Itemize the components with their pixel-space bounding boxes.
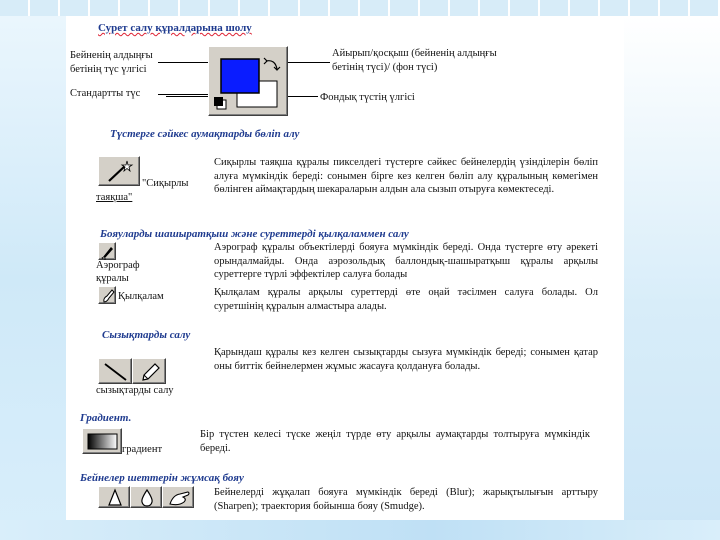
smudge-tool-button[interactable] <box>162 486 194 508</box>
section-heading-soft-edges: Бейнелер шеттерін жұмсақ бояу <box>80 472 244 484</box>
document-page <box>66 16 624 520</box>
section-heading-lines: Сызықтарды салу <box>102 329 191 341</box>
sharpen-tool-button[interactable] <box>130 486 162 508</box>
section-heading-gradient: Градиент. <box>80 412 132 424</box>
line-tool-button[interactable] <box>98 358 132 384</box>
fg-swatch-label-1: Бейненің алдыңғы <box>70 50 153 61</box>
magic-wand-description: Сиқырлы таяқша құралы пикселдегі түстерге сәйкес бейнелердің үзінділерін бөліп алуға мүмкіндік береді: сонымен бірге кез келген бөліп алу құралының көмегімен бөлінген аймақтардың шекараларын алдын ала сызып отыруға көмектеседі. <box>214 157 598 195</box>
swap-colors-label-1: Айырып/қосқыш (бейненің алдыңғы <box>332 48 497 59</box>
page-title: Сурет салу құралдарына шолу <box>98 22 252 34</box>
brush-tool-button[interactable] <box>98 286 116 304</box>
color-picker-widget[interactable] <box>208 46 288 116</box>
airbrush-label-1: Аэрограф <box>96 260 140 271</box>
magic-wand-label-1: "Сиқырлы <box>142 178 189 189</box>
pointer-line-default <box>158 94 212 95</box>
default-colors-icon[interactable] <box>214 97 226 109</box>
decor-background-bottom <box>0 520 720 540</box>
pointer-line-swap <box>284 62 330 63</box>
magic-wand-icon <box>99 157 141 187</box>
airbrush-description: Аэрограф құралы объектілерді бояуға мүмкіндік береді. Онда түстерге өту әрекеті орындалмайды. Онда аэрозольдық баллондық-шашыратқыш құралы арқылы суреттерге түрлі эффектілер салуға болады <box>214 242 598 280</box>
line-icon <box>99 359 133 385</box>
gradient-icon <box>83 429 123 455</box>
brush-description: Қылқалам құралы арқылы суреттерді өте оңай тәсілмен салуға болады. Ол суретшінің құралын алмастыра алады. <box>214 287 598 312</box>
lines-tool-label: сызықтарды салу <box>96 385 174 396</box>
airbrush-icon <box>99 243 117 261</box>
pencil-description: Қарындаш құралы кез келген сызықтарды сызуға мүмкіндік береді; сонымен қатар оны биттік бейнелермен жұмыс жасауға қолдануға болады. <box>214 347 598 372</box>
magic-wand-tool-button[interactable] <box>98 156 140 186</box>
blur-tool-button[interactable] <box>98 486 130 508</box>
gradient-tool-label: градиент <box>122 444 163 455</box>
brush-icon <box>99 287 117 305</box>
gradient-description: Бір түстен келесі түске жеңіл түрде өту арқылы аумақтарды толтыруға мүмкіндік береді. <box>200 429 590 454</box>
decor-stripe-top <box>0 0 720 16</box>
airbrush-tool-button[interactable] <box>98 242 116 260</box>
section-heading-magic-wand: Түстерге сәйкес аумақтарды бөліп алу <box>110 128 300 140</box>
default-colors-label: Стандартты түс <box>70 88 141 99</box>
bg-swatch-label: Фондық түстің үлгісі <box>320 92 415 103</box>
airbrush-label-2: құралы <box>96 273 129 284</box>
blur-icon <box>99 487 131 509</box>
gradient-tool-button[interactable] <box>82 428 122 454</box>
swap-colors-label-2: бетінің түсі)/ (фон түсі) <box>332 62 438 73</box>
decor-background-left <box>0 16 66 540</box>
magic-wand-label-2: таяқша" <box>96 192 133 203</box>
decor-background-right <box>624 16 720 540</box>
pencil-tool-button[interactable] <box>132 358 166 384</box>
brush-label: Қылқалам <box>118 291 164 302</box>
pointer-line-fg <box>158 62 214 63</box>
smudge-finger-icon <box>163 487 195 509</box>
foreground-color-swatch[interactable] <box>221 59 259 93</box>
fg-swatch-label-2: бетінің түс үлгісі <box>70 64 147 75</box>
section-heading-painting: Бояуларды шашыратқыш және суреттерді қылқаламмен салу <box>100 228 409 240</box>
water-drop-icon <box>131 487 163 509</box>
smudge-description: Бейнелерді жұқалап бояуға мүмкіндік береді (Blur); жарықтылығын арттыру (Sharpen); траектория бойынша бояу (Smudge). <box>214 487 598 512</box>
pencil-icon <box>133 359 167 385</box>
swap-colors-icon[interactable] <box>264 58 280 70</box>
